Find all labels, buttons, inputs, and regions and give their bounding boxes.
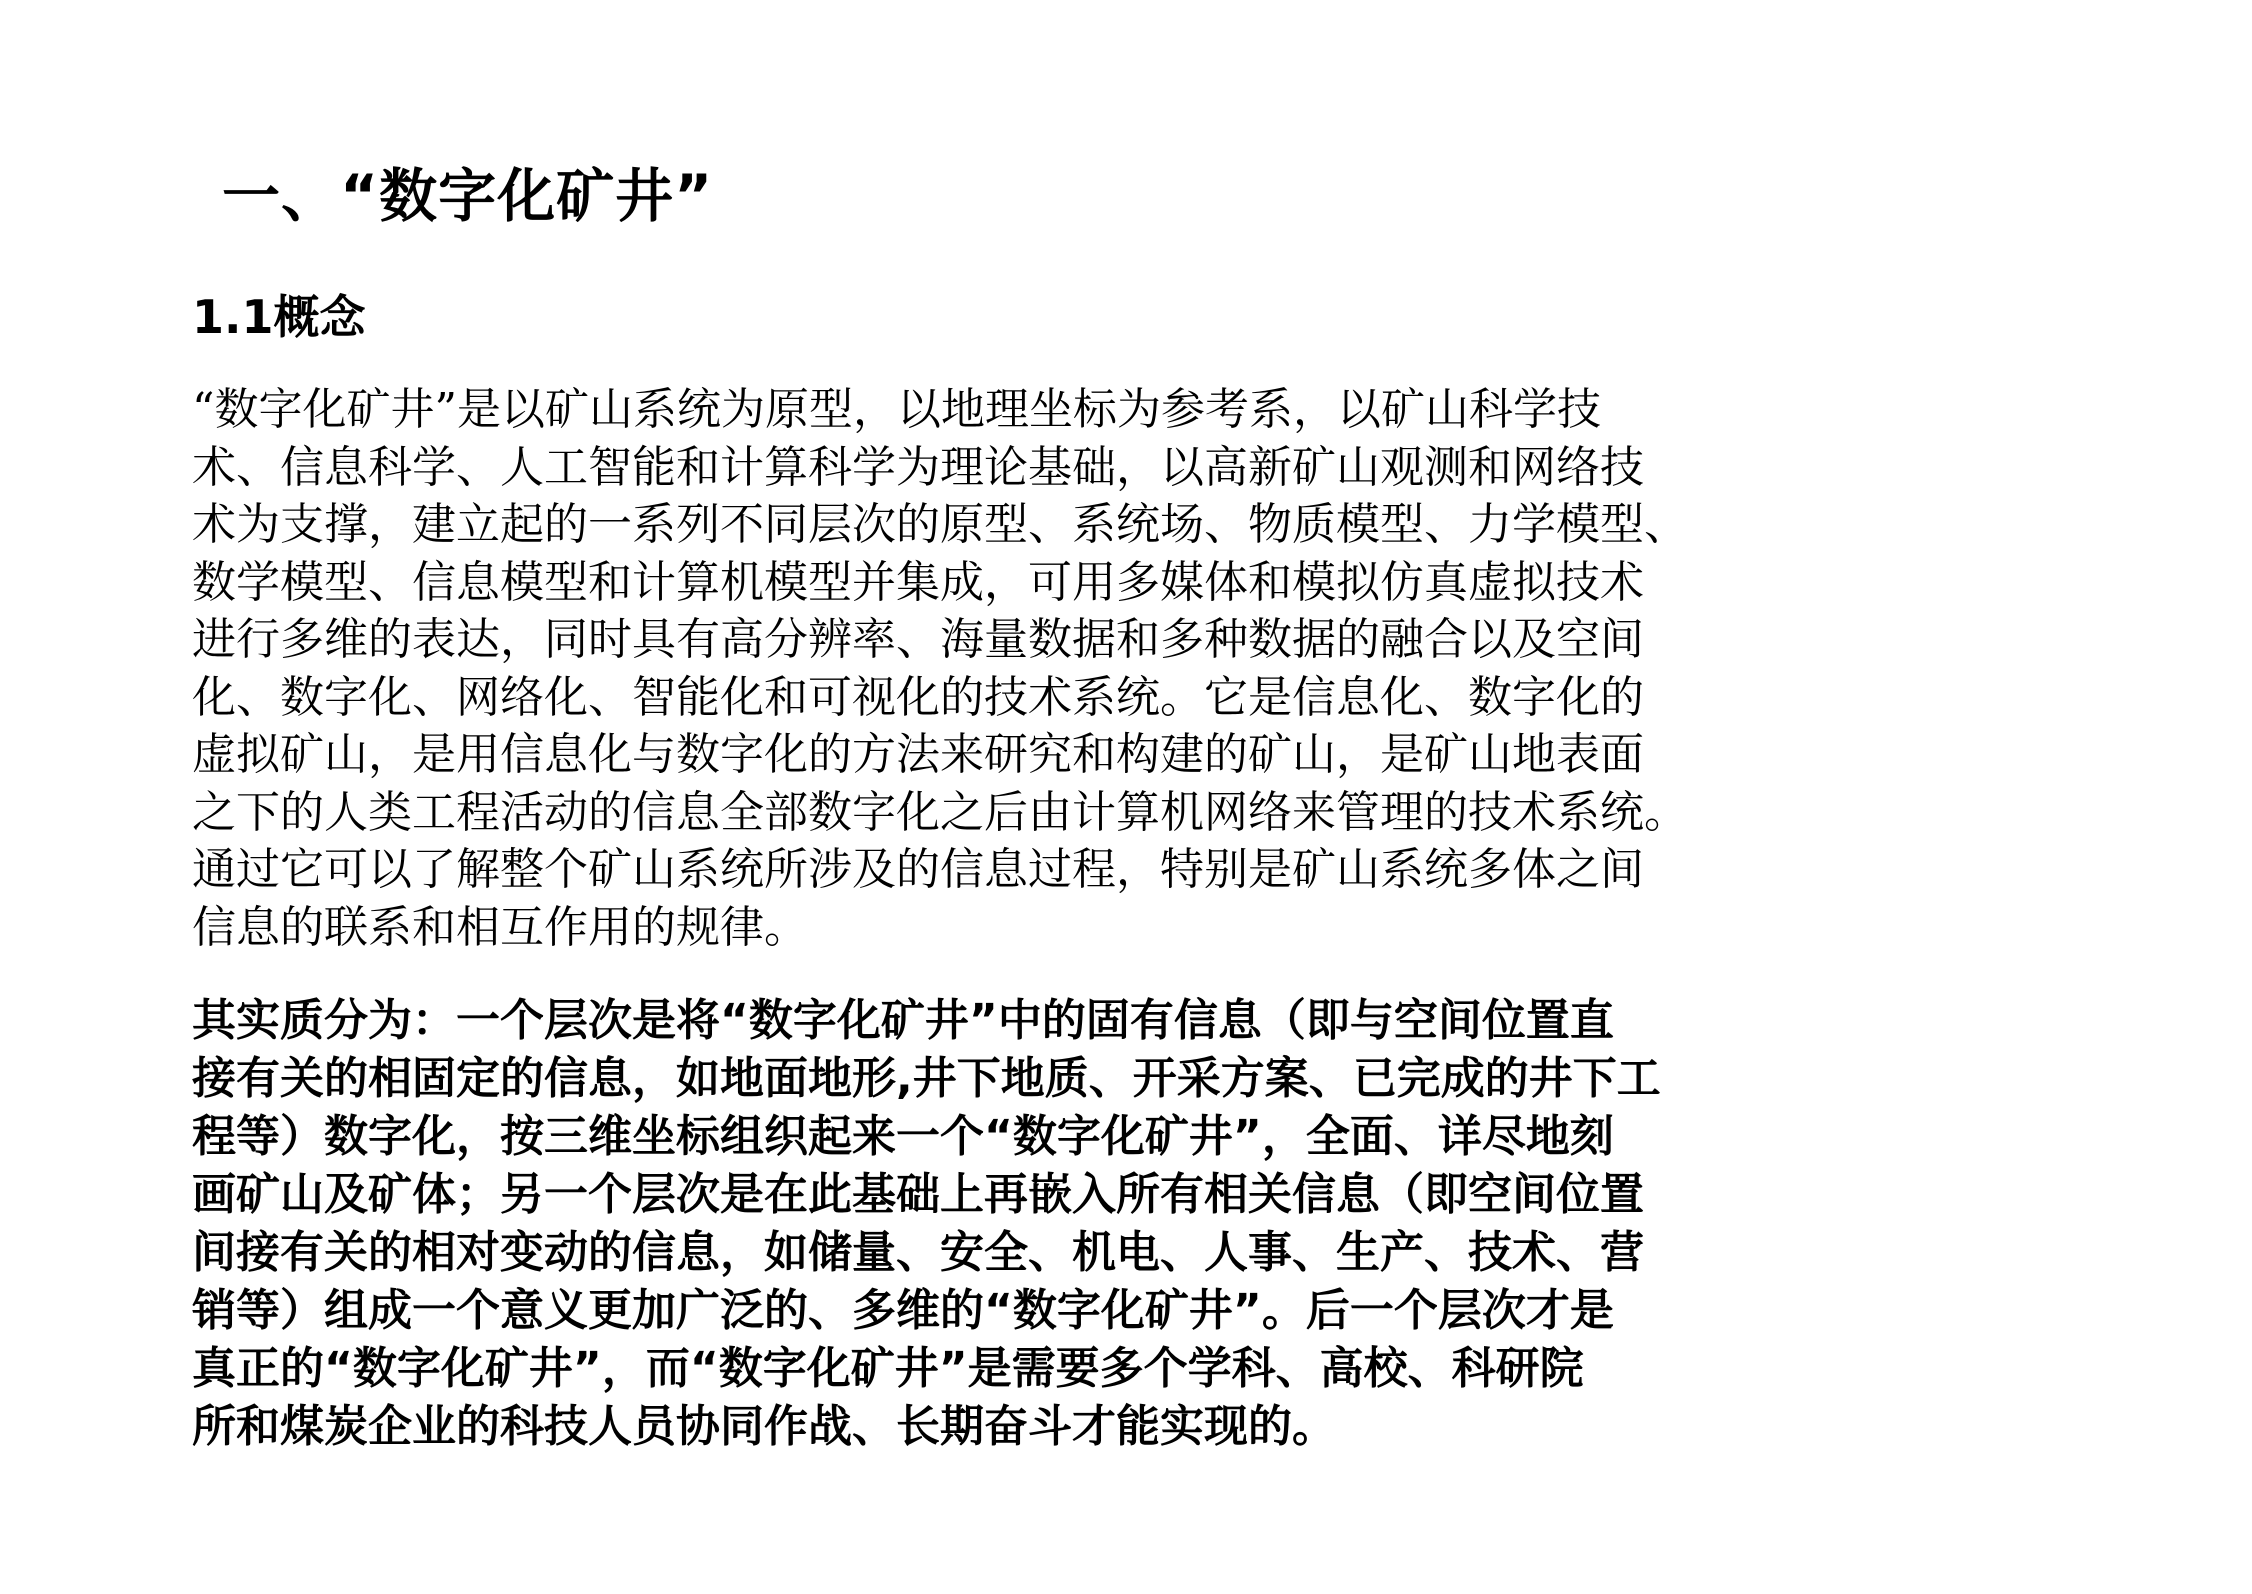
essence-paragraph: 其实质分为：一个层次是将“数字化矿井”中的固有信息（即与空间位置直 接有关的相固定的信息，如地面地形,井下地质、开采方案、已完成的井下工 程等）数字化，按三维坐标组织起来一个“数字化矿井”，全面、详尽地刻 画矿山及矿体；另一个层次是在此基础上再嵌入所有相关信息（即空间位置 间接有关的相对变动的信息，如储量、安全、机电、人事、生产、技术、营 销等）组成一个意义更加广泛的、多维的“数字化矿井”。后一个层次才是 真正的“数字化矿井”，而“数字化矿井”是需要多个学科、高校、科研院 所和煤炭企业的科技人员协同作战、长期奋斗才能实现的。 — [192, 995, 1661, 1452]
page-title: 一、“数字化矿井” — [222, 162, 714, 230]
concept-paragraph: “数字化矿井”是以矿山系统为原型，以地理坐标为参考系，以矿山科学技 术、信息科学、人工智能和计算科学为理论基础，以高新矿山观测和网络技 术为支撑，建立起的一系列不同层次的原型、系统场、物质模型、力学模型、 数学模型、信息模型和计算机模型并集成，可用多媒体和模拟仿真虚拟技术 进行多维的表达，同时具有高分辨率、海量数据和多种数据的融合以及空间 化、数字化、网络化、智能化和可视化的技术系统。它是信息化、数字化的 虚拟矿山，是用信息化与数字化的方法来研究和构建的矿山，是矿山地表面 之下的人类工程活动的信息全部数字化之后由计算机网络来管理的技术系统。 通过它可以了解整个矿山系统所涉及的信息过程，特别是矿山系统多体之间 信息的联系和相互作用的规律。 — [192, 384, 1688, 953]
section-heading: 1.1概念 — [192, 290, 366, 344]
